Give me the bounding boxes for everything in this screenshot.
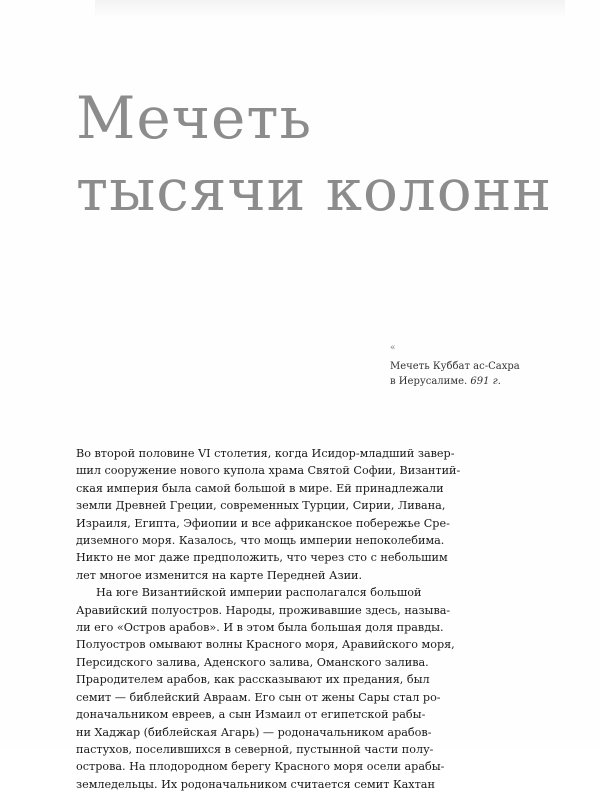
- text-line: семит — библейский Авраам. Его сын от жены Сары стал ро-: [76, 690, 441, 704]
- text-line: Прародителем арабов, как рассказывают их предания, был: [76, 673, 430, 687]
- body-text: [76, 445, 586, 793]
- text-line: Аравийский полуостров. Народы, проживавшие здесь, называ-: [76, 603, 451, 617]
- chapter-title-line-2: тысячи колонн: [76, 156, 553, 224]
- text-line: Никто не мог даже предположить, что через сто с небольшим: [76, 551, 448, 565]
- text-line: ни Хаджар (библейская Агарь) — родоначальником арабов-: [76, 725, 432, 739]
- text-line: Во второй половине VI столетия, когда Исидор-младший завер-: [76, 447, 455, 460]
- text-line: доначальником евреев, а сын Измаил от египетской рабы-: [76, 708, 426, 722]
- text-line: земли Древней Греции, современных Турции, Сирии, Ливана,: [76, 499, 446, 513]
- text-line: На юге Византийской империи располагался большой: [96, 586, 422, 600]
- text-line: Полуостров омывают волны Красного моря, Аравийского моря,: [76, 638, 455, 652]
- caption-line-1: Мечеть Куббат ас-Сахра: [390, 361, 520, 372]
- paragraph-2: [76, 584, 586, 793]
- chapter-title: [76, 82, 576, 226]
- text-line: земледельцы. Их родоначальником считается семит Кахтан: [76, 777, 435, 791]
- text-line: шил сооружение нового купола храма Святой Софии, Византий-: [76, 464, 461, 478]
- text-line: лет многое изменится на карте Передней Азии.: [76, 568, 363, 582]
- caption-mark: «: [390, 343, 396, 353]
- caption-place: в Иерусалиме.: [390, 376, 471, 387]
- text-line: Израиля, Египта, Эфиопии и все африканское побережье Сре-: [76, 516, 450, 530]
- text-line: диземного моря. Казалось, что мощь империи непоколебима.: [76, 534, 445, 548]
- text-line: ли его «Остров арабов». И в этом была большая доля правды.: [76, 621, 444, 635]
- text-line: ская империя была самой большой в мире. Ей принадлежали: [76, 481, 444, 495]
- text-line: Персидского залива, Аденского залива, Оманского залива.: [76, 655, 429, 669]
- page-top-shadow: [95, 0, 565, 18]
- paragraph-1: [76, 445, 586, 584]
- image-caption: [390, 343, 580, 389]
- chapter-title-line-1: Мечеть: [76, 84, 313, 152]
- caption-year: 691 г.: [470, 376, 501, 387]
- text-line: пастухов, поселившихся в северной, пустынной части полу-: [76, 742, 434, 756]
- text-line: острова. На плодородном берегу Красного моря осели арабы-: [76, 760, 445, 774]
- caption-line-2: [390, 374, 580, 389]
